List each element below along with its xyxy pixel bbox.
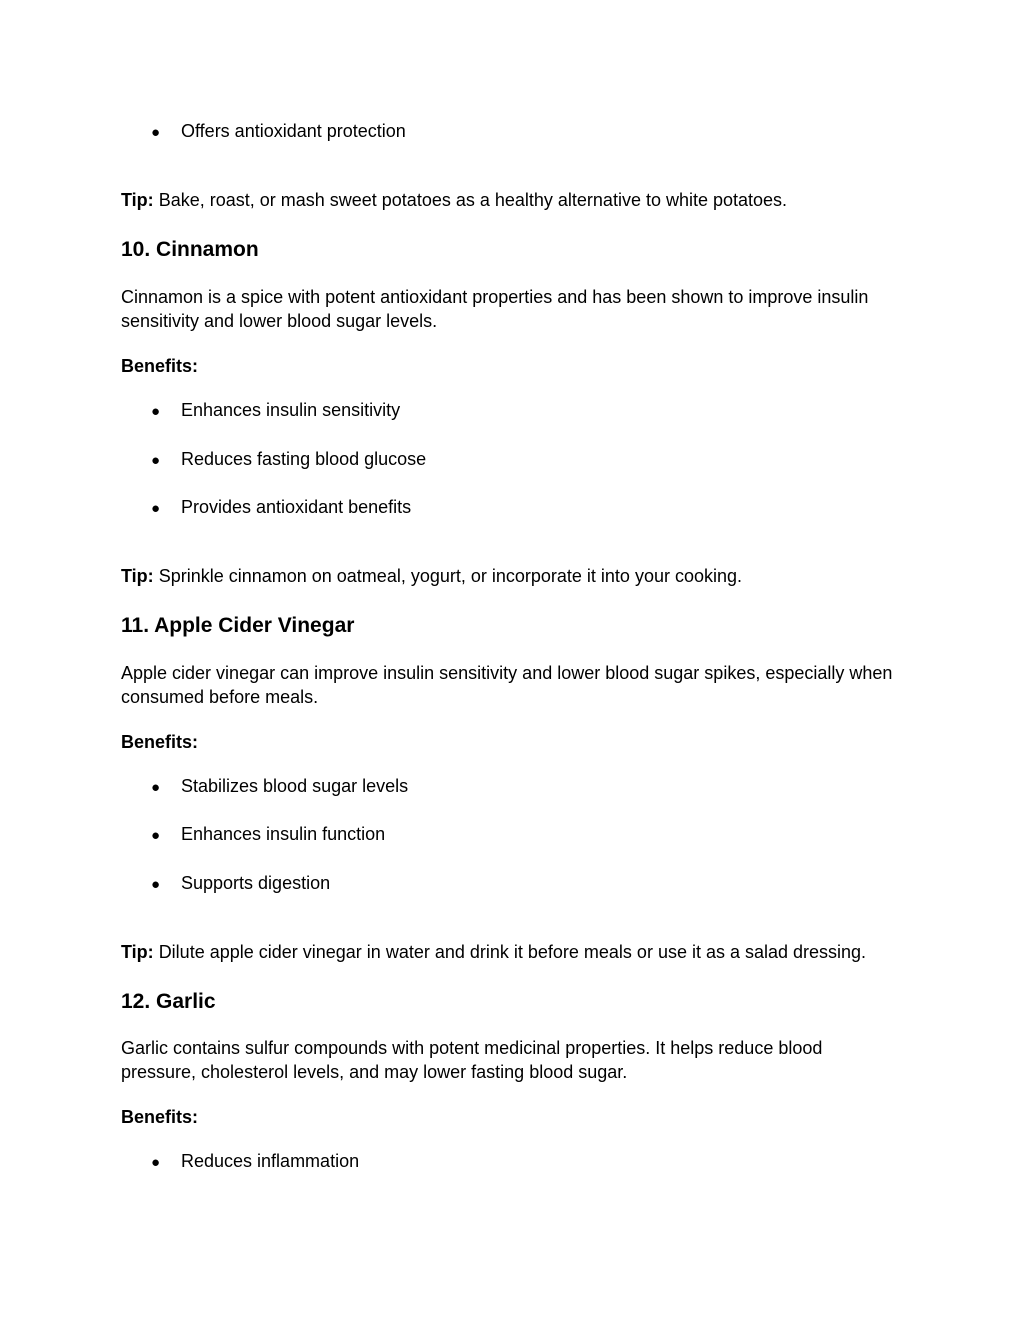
list-item-text: Enhances insulin function bbox=[181, 824, 386, 844]
section-heading: 11. Apple Cider Vinegar bbox=[121, 614, 355, 637]
bullet-icon: ● bbox=[151, 500, 161, 517]
bullet-icon: ● bbox=[151, 1154, 161, 1171]
bullet-icon: ● bbox=[151, 779, 161, 796]
list-item-text: Offers antioxidant protection bbox=[181, 121, 406, 141]
list-item bbox=[151, 871, 330, 897]
tip-text: Dilute apple cider vinegar in water and drink it before meals or use it as a salad dressing. bbox=[158, 942, 867, 962]
list-item-text: Enhances insulin sensitivity bbox=[181, 400, 401, 420]
list-item-text: Stabilizes blood sugar levels bbox=[181, 776, 409, 796]
bullet-icon: ● bbox=[151, 403, 161, 420]
tip-paragraph bbox=[121, 188, 787, 212]
tip-text: Bake, roast, or mash sweet potatoes as a healthy alternative to white potatoes. bbox=[158, 190, 788, 210]
section-heading: 10. Cinnamon bbox=[121, 238, 259, 261]
tip-label: Tip: bbox=[121, 190, 154, 210]
bullet-icon: ● bbox=[151, 876, 161, 893]
tip-paragraph bbox=[121, 940, 866, 964]
list-item bbox=[151, 495, 411, 521]
section-paragraph: Cinnamon is a spice with potent antioxidant properties and has been shown to improve insulin sensitivity and lower blood sugar levels. bbox=[121, 287, 869, 331]
benefits-label: Benefits: bbox=[121, 1107, 199, 1127]
list-item bbox=[151, 774, 408, 800]
list-item bbox=[151, 119, 406, 145]
list-item-text: Provides antioxidant benefits bbox=[181, 497, 412, 517]
list-item bbox=[151, 447, 426, 473]
tip-label: Tip: bbox=[121, 566, 154, 586]
tip-text: Sprinkle cinnamon on oatmeal, yogurt, or incorporate it into your cooking. bbox=[158, 566, 742, 586]
bullet-icon: ● bbox=[151, 827, 161, 844]
tip-label: Tip: bbox=[121, 942, 154, 962]
section-paragraph: Apple cider vinegar can improve insulin sensitivity and lower blood sugar spikes, especially when consumed before meals. bbox=[121, 663, 893, 707]
list-item bbox=[151, 1149, 359, 1175]
list-item bbox=[151, 822, 385, 848]
list-item-text: Reduces fasting blood glucose bbox=[181, 449, 427, 469]
list-item-text: Reduces inflammation bbox=[181, 1151, 360, 1171]
list-item bbox=[151, 398, 400, 424]
benefits-label: Benefits: bbox=[121, 732, 199, 752]
benefits-label: Benefits: bbox=[121, 356, 199, 376]
section-paragraph: Garlic contains sulfur compounds with potent medicinal properties. It helps reduce blood pressure, cholesterol levels, and may lower fasting blood sugar. bbox=[121, 1038, 823, 1082]
list-item-text: Supports digestion bbox=[181, 873, 331, 893]
bullet-icon: ● bbox=[151, 124, 161, 141]
bullet-icon: ● bbox=[151, 452, 161, 469]
section-heading: 12. Garlic bbox=[121, 990, 216, 1013]
tip-paragraph bbox=[121, 564, 742, 588]
